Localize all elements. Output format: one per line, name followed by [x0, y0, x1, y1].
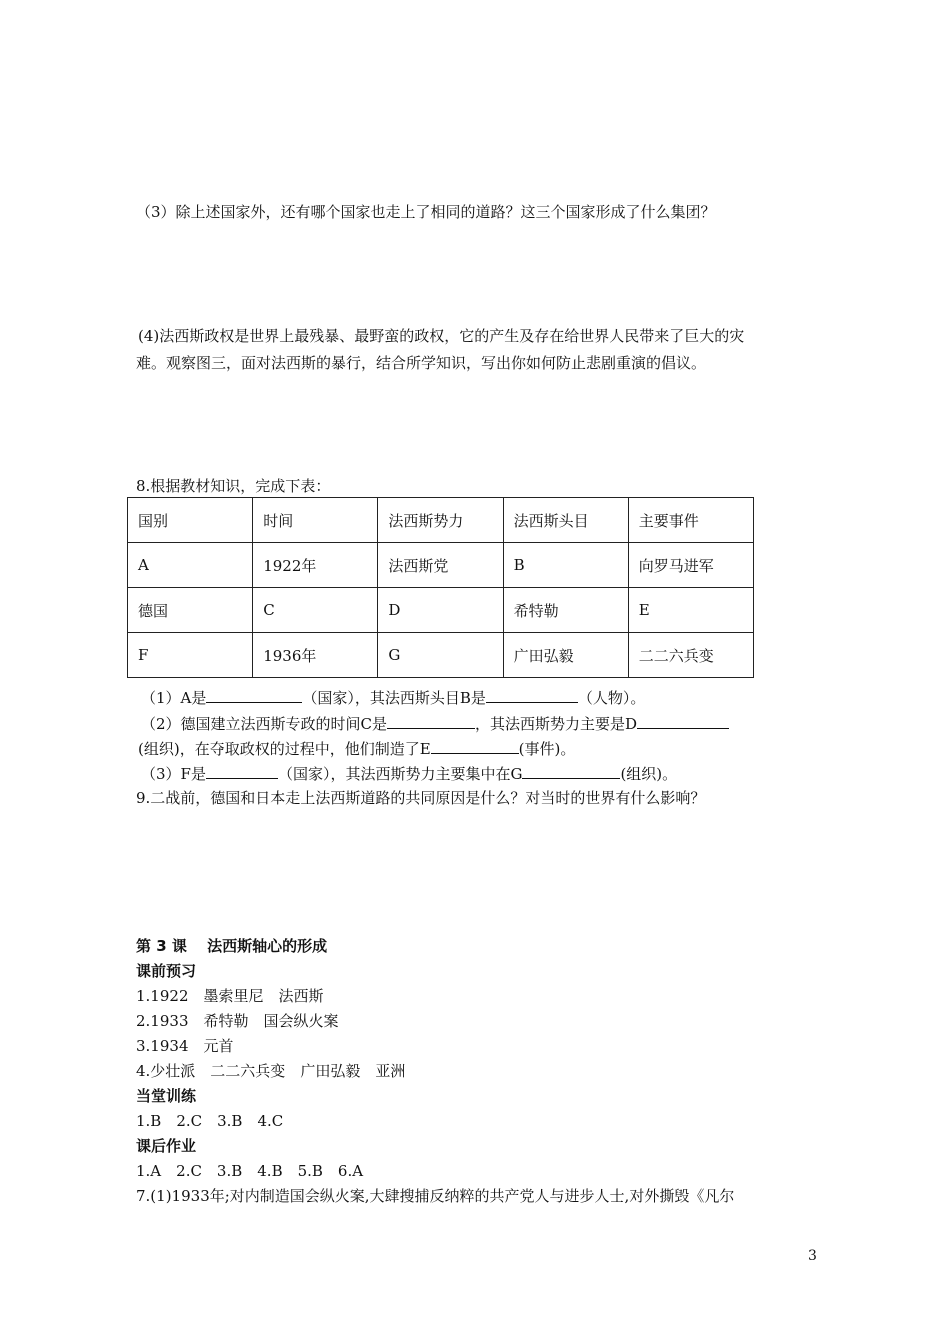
table-header-cell: 时间	[253, 498, 378, 543]
table-header-cell: 法西斯头目	[503, 498, 628, 543]
blank-text: （3）F是	[141, 765, 206, 783]
blank-text: （国家），其法西斯头目B是	[302, 689, 486, 707]
fill-blank-3	[138, 738, 575, 759]
table-row	[128, 633, 754, 678]
fill-blank-1	[141, 687, 645, 708]
answer-blank[interactable]	[206, 687, 302, 703]
blank-text: ，其法西斯势力主要是D	[475, 715, 638, 733]
blank-text: （国家），其法西斯势力主要集中在G	[277, 765, 523, 783]
table-cell: 希特勒	[503, 588, 628, 633]
table-cell: F	[128, 633, 253, 678]
table-cell: C	[253, 588, 378, 633]
page-number: 3	[808, 1248, 817, 1264]
fill-blank-2	[141, 713, 729, 734]
question-8-title: 8.根据教材知识，完成下表：	[136, 477, 331, 495]
fill-blank-4	[141, 763, 677, 784]
table-cell: 1922年	[253, 543, 378, 588]
question-7-4-line2: 难。观察图三，面对法西斯的暴行，结合所学知识，写出你如何防止悲剧重演的倡议。	[136, 354, 707, 372]
blank-text: （1）A是	[141, 689, 207, 707]
fascism-table	[127, 497, 754, 678]
table-cell: 法西斯党	[378, 543, 503, 588]
answer-blank[interactable]	[206, 763, 278, 779]
blank-text: (组织)，在夺取政权的过程中，他们制造了E	[138, 740, 431, 758]
preview-answer: 2.1933 希特勒 国会纵火案	[136, 1012, 339, 1030]
preview-answer: 4.少壮派 二二六兵变 广田弘毅 亚洲	[136, 1062, 406, 1080]
class-training-heading: 当堂训练	[136, 1087, 197, 1105]
question-7-4-line1: (4)法西斯政权是世界上最残暴、最野蛮的政权，它的产生及存在给世界人民带来了巨大的灾	[138, 327, 745, 345]
table-cell: 1936年	[253, 633, 378, 678]
table-header-cell: 主要事件	[628, 498, 753, 543]
question-7-3: （3）除上述国家外，还有哪个国家也走上了相同的道路？这三个国家形成了什么集团？	[136, 203, 716, 221]
table-cell: 广田弘毅	[503, 633, 628, 678]
table-cell: G	[378, 633, 503, 678]
lesson-title: 第 3 课 法西斯轴心的形成	[136, 937, 328, 955]
table-header-cell: 国别	[128, 498, 253, 543]
table-cell: D	[378, 588, 503, 633]
table-row	[128, 543, 754, 588]
class-training-answer: 1.B 2.C 3.B 4.C	[136, 1112, 284, 1130]
homework-heading: 课后作业	[136, 1137, 197, 1155]
blank-text: (事件)。	[518, 740, 576, 758]
table-cell: A	[128, 543, 253, 588]
homework-answer: 1.A 2.C 3.B 4.B 5.B 6.A	[136, 1162, 364, 1180]
table-cell: 德国	[128, 588, 253, 633]
answer-blank[interactable]	[637, 713, 729, 729]
table-cell: E	[628, 588, 753, 633]
preview-answer: 1.1922 墨索里尼 法西斯	[136, 987, 324, 1005]
preview-heading: 课前预习	[136, 962, 197, 980]
blank-text: （2）德国建立法西斯专政的时间C是	[141, 715, 388, 733]
blank-text: (组织)。	[620, 765, 678, 783]
table-header-row	[128, 498, 754, 543]
table-cell: 二二六兵变	[628, 633, 753, 678]
table-header-cell: 法西斯势力	[378, 498, 503, 543]
answer-blank[interactable]	[522, 763, 620, 779]
blank-text: （人物）。	[577, 689, 646, 707]
question-7-answer: 7.(1)1933年;对内制造国会纵火案,大肆搜捕反纳粹的共产党人与进步人士,对外撕毁《凡尔	[136, 1187, 735, 1205]
table-cell: 向罗马进军	[628, 543, 753, 588]
answer-blank[interactable]	[387, 713, 475, 729]
answer-blank[interactable]	[486, 687, 578, 703]
table-row	[128, 588, 754, 633]
question-9: 9.二战前，德国和日本走上法西斯道路的共同原因是什么？对当时的世界有什么影响？	[136, 789, 706, 807]
preview-answer: 3.1934 元首	[136, 1037, 234, 1055]
table-cell: B	[503, 543, 628, 588]
answer-blank[interactable]	[431, 738, 519, 754]
